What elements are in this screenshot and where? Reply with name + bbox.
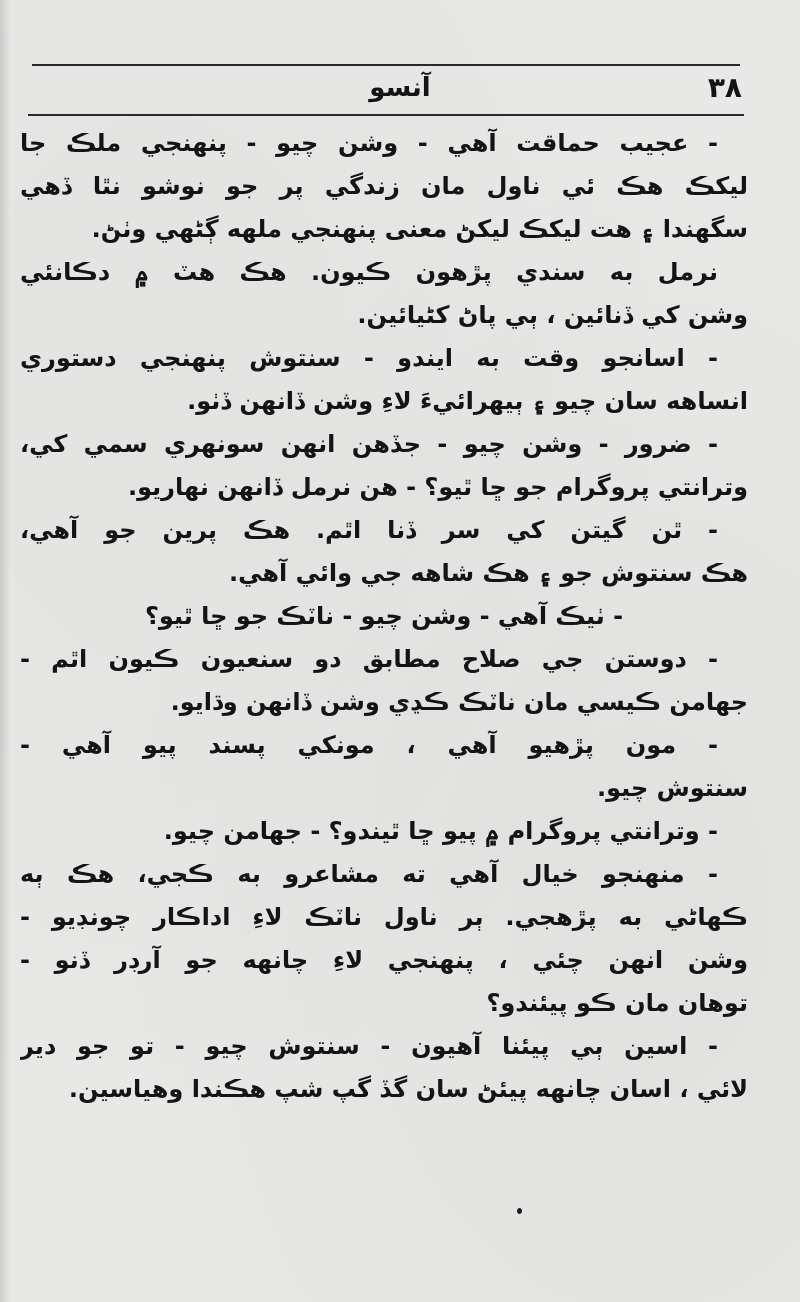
text-line: - وترانتي پروگرام ۾ پيو ڇا ٿيندو؟ - جهامن چيو.	[163, 817, 718, 845]
text-line: - ٺيڪ آهي - وشن چيو - ناٽڪ جو ڇا ٿيو؟	[144, 602, 624, 630]
page-number: ٣٨	[707, 71, 742, 104]
body-text	[20, 122, 748, 1111]
text-line: هڪ سنتوش جو ۽ هڪ شاهه جي وائي آهي.	[229, 559, 748, 587]
text-line: - اسانجو وقت به ايندو - سنتوش پنهنجي دستوري	[20, 344, 718, 372]
text-line: نرمل به سندي پڙهون ڪيون. هڪ هٽ ۾ دڪانئي	[20, 258, 718, 286]
text-line: ليکڪ هڪ ئي ناول مان زندگي پر جو نوشو نٿا ڏهي	[20, 172, 748, 200]
text-line: - اسين ٻي پيئنا آهيون - سنتوش چيو - تو جو دير	[20, 1032, 718, 1060]
text-line: - دوستن جي صلاح مطابق دو سنعيون ڪيون اٿم -	[20, 645, 718, 673]
page-edge-shadow	[0, 0, 10, 1302]
text-line: وترانتي پروگرام جو ڇا ٿيو؟ - هن نرمل ڏانهن نهاريو.	[127, 473, 748, 501]
running-head-title: آنسو	[369, 73, 431, 103]
header-rule-top	[32, 64, 740, 66]
text-line: - ضرور - وشن چيو - جڏهن انهن سونهري سمي کي،	[20, 430, 718, 458]
text-line: وشن کي ڏنائين ، ٻي پاڻ کڻيائين.	[357, 301, 748, 329]
text-line: - مون پڙهيو آهي ، مونکي پسند پيو آهي -	[20, 731, 718, 759]
ink-dot-mark	[517, 1208, 522, 1214]
text-line: انساهه سان چيو ۽ ٻيهرائيءَ لاءِ وشن ڏانهن ڏٺو.	[187, 387, 748, 415]
text-line: - منهنجو خيال آهي ته مشاعرو به ڪجي، هڪ ٻه	[20, 860, 718, 888]
text-line: توهان مان ڪو پيئندو؟	[486, 989, 748, 1017]
text-line: - ٿن گيتن کي سر ڏنا اٿم. هڪ پرين جو آهي،	[20, 516, 718, 544]
header-rule-bottom	[28, 114, 744, 116]
text-line: سنتوش چيو.	[597, 774, 748, 802]
text-line: سگهندا ۽ هت ليکڪ ليکڻ معنى پنهنجي ملهه ڳڻهي وٺڻ.	[91, 215, 748, 243]
text-line: لائي ، اسان چانهه پيئڻ سان گڏ گپ شپ هڪندا وهياسين.	[68, 1075, 748, 1103]
text-line: ڪهاڻي به پڙهجي. ٻر ناول ناٽڪ لاءِ اداڪار چونڊيو -	[20, 903, 748, 931]
text-line: وشن انهن چئي ، پنهنجي لاءِ چانهه جو آرڊر ڏنو -	[20, 946, 748, 974]
text-line: - عجيب حماقت آهي - وشن چيو - پنهنجي ملڪ جا	[20, 129, 718, 157]
text-line: جهامن ڪيسي مان ناٽڪ ڪڍي وشن ڏانهن وڌايو.	[170, 688, 748, 716]
